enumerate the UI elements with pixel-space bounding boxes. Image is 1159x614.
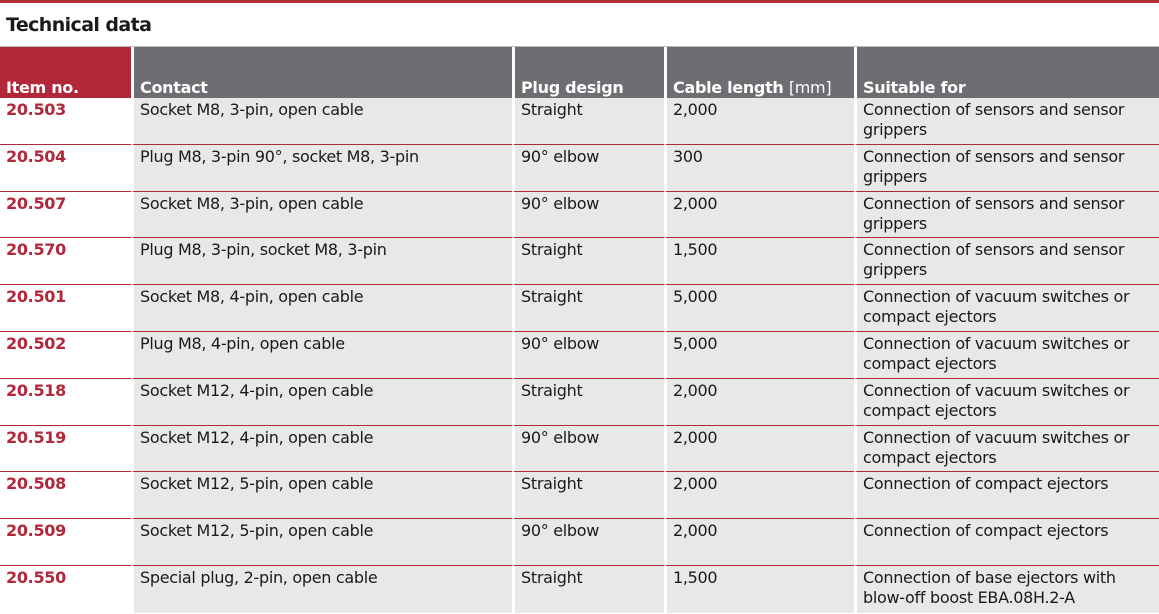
item-number: 20.570: [0, 238, 131, 285]
header-suitable-for: Suitable for: [854, 47, 1159, 98]
header-cable-length: [664, 47, 854, 98]
suitable-for-cell: Connection of vacuum switches or compact ejectors: [854, 379, 1159, 426]
contact-cell: Plug M8, 3-pin 90°, socket M8, 3-pin: [131, 145, 512, 192]
cable-length-cell: 300: [664, 145, 854, 192]
contact-cell: Socket M8, 3-pin, open cable: [131, 98, 512, 145]
item-number: 20.504: [0, 145, 131, 192]
contact-cell: Socket M12, 4-pin, open cable: [131, 379, 512, 426]
plug-design-cell: Straight: [512, 238, 664, 285]
item-number: 20.503: [0, 98, 131, 145]
table-row: [0, 519, 1159, 566]
table-row: [0, 238, 1159, 285]
suitable-for-cell: Connection of compact ejectors: [854, 472, 1159, 519]
table-row: [0, 426, 1159, 473]
table-row: [0, 192, 1159, 239]
cable-length-cell: 5,000: [664, 285, 854, 332]
plug-design-cell: Straight: [512, 566, 664, 613]
plug-design-cell: Straight: [512, 285, 664, 332]
plug-design-cell: 90° elbow: [512, 426, 664, 473]
table-row: [0, 145, 1159, 192]
cable-length-cell: 2,000: [664, 519, 854, 566]
item-number: 20.501: [0, 285, 131, 332]
item-number: 20.509: [0, 519, 131, 566]
cable-length-cell: 2,000: [664, 192, 854, 239]
top-accent-rule: [0, 0, 1159, 3]
plug-design-cell: Straight: [512, 98, 664, 145]
table-row: [0, 379, 1159, 426]
suitable-for-cell: Connection of vacuum switches or compact ejectors: [854, 332, 1159, 379]
suitable-for-cell: Connection of sensors and sensor grippers: [854, 238, 1159, 285]
header-contact: Contact: [131, 47, 512, 98]
header-cable-length-label: Cable length: [673, 78, 784, 97]
suitable-for-cell: Connection of compact ejectors: [854, 519, 1159, 566]
contact-cell: Socket M8, 3-pin, open cable: [131, 192, 512, 239]
cable-length-cell: 2,000: [664, 98, 854, 145]
contact-cell: Socket M12, 5-pin, open cable: [131, 519, 512, 566]
plug-design-cell: 90° elbow: [512, 519, 664, 566]
contact-cell: Socket M12, 4-pin, open cable: [131, 426, 512, 473]
header-item-no: Item no.: [0, 47, 131, 98]
cable-length-cell: 2,000: [664, 472, 854, 519]
plug-design-cell: Straight: [512, 379, 664, 426]
table-header-row: [0, 47, 1159, 98]
item-number: 20.507: [0, 192, 131, 239]
item-number: 20.519: [0, 426, 131, 473]
cable-length-cell: 2,000: [664, 379, 854, 426]
header-cable-length-unit: [mm]: [788, 78, 832, 97]
plug-design-cell: 90° elbow: [512, 332, 664, 379]
cable-length-cell: 1,500: [664, 566, 854, 613]
cable-length-cell: 5,000: [664, 332, 854, 379]
cable-length-cell: 2,000: [664, 426, 854, 473]
contact-cell: Socket M12, 5-pin, open cable: [131, 472, 512, 519]
contact-cell: Plug M8, 3-pin, socket M8, 3-pin: [131, 238, 512, 285]
cable-length-cell: 1,500: [664, 238, 854, 285]
item-number: 20.508: [0, 472, 131, 519]
plug-design-cell: 90° elbow: [512, 145, 664, 192]
item-number: 20.550: [0, 566, 131, 613]
contact-cell: Plug M8, 4-pin, open cable: [131, 332, 512, 379]
item-number: 20.518: [0, 379, 131, 426]
suitable-for-cell: Connection of sensors and sensor grippers: [854, 192, 1159, 239]
plug-design-cell: Straight: [512, 472, 664, 519]
contact-cell: Special plug, 2-pin, open cable: [131, 566, 512, 613]
technical-data-table: [0, 47, 1159, 613]
table-row: [0, 98, 1159, 145]
suitable-for-cell: Connection of sensors and sensor grippers: [854, 145, 1159, 192]
section-title: Technical data: [6, 14, 152, 36]
suitable-for-cell: Connection of sensors and sensor grippers: [854, 98, 1159, 145]
table-row: [0, 285, 1159, 332]
suitable-for-cell: Connection of vacuum switches or compact ejectors: [854, 426, 1159, 473]
suitable-for-cell: Connection of vacuum switches or compact ejectors: [854, 285, 1159, 332]
suitable-for-cell: Connection of base ejectors with blow-off boost EBA.08H.2-A: [854, 566, 1159, 613]
table-row: [0, 332, 1159, 379]
table-row: [0, 472, 1159, 519]
item-number: 20.502: [0, 332, 131, 379]
contact-cell: Socket M8, 4-pin, open cable: [131, 285, 512, 332]
table-row: [0, 566, 1159, 613]
header-plug-design: Plug design: [512, 47, 664, 98]
plug-design-cell: 90° elbow: [512, 192, 664, 239]
